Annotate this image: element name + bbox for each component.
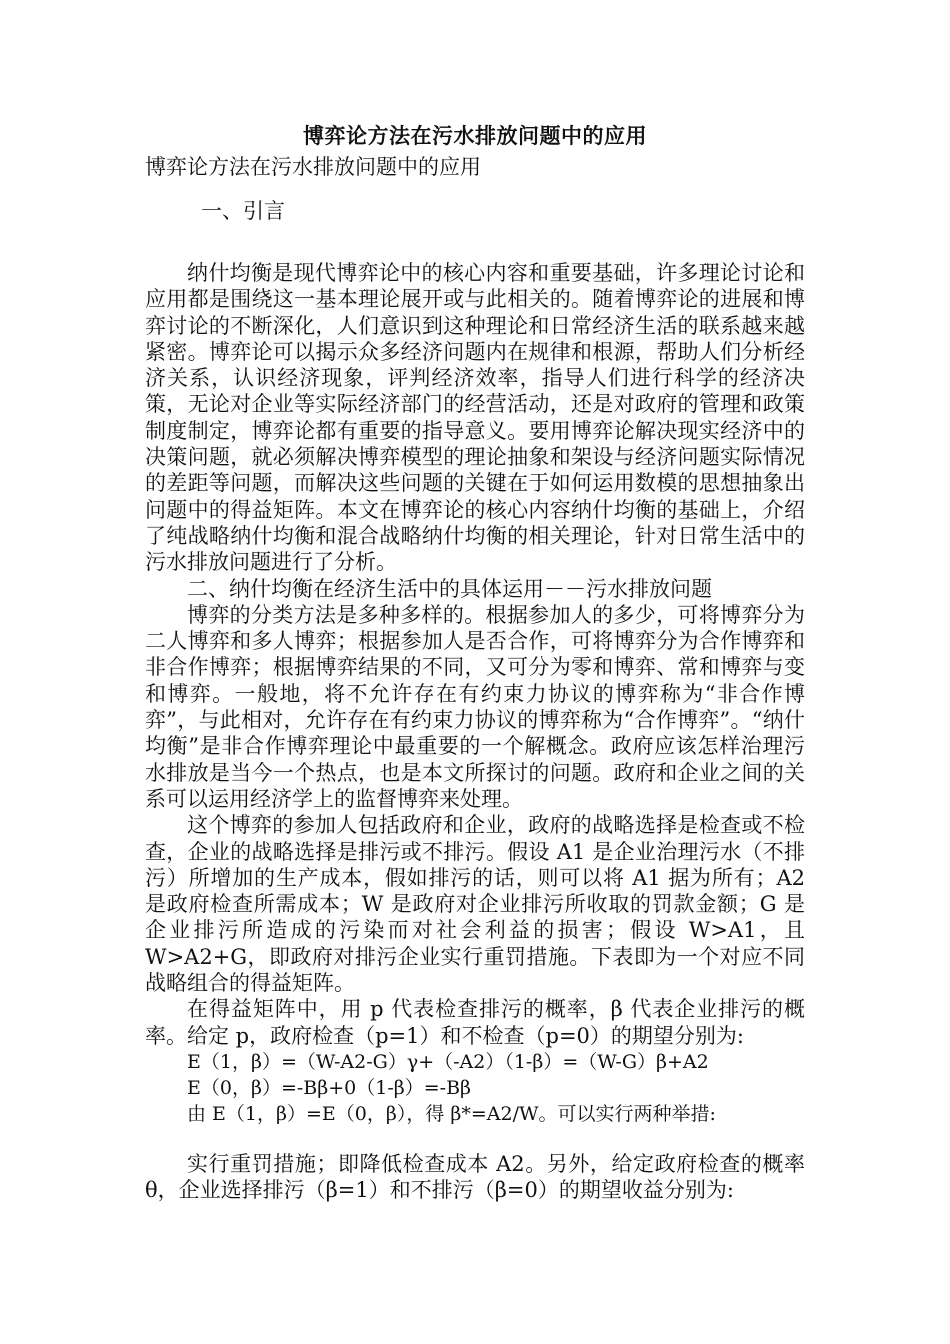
spacer (145, 1127, 805, 1151)
paragraph-game-classification: 博弈的分类方法是多种多样的。根据参加人的多少，可将博弈分为二人博弈和多人博弈；根据参加人是否合作，可将博弈分为合作博弈和非合作博弈；根据博弈结果的不同，又可分为零和博弈、常和博弈与变和博弈。一般地，将不允许存在有约束力协议的博弈称为“非合作博弈”，与此相对，允许存在有约束力协议的博弈称为“合作博弈”。“纳什均衡”是非合作博弈理论中最重要的一个解概念。政府应该怎样治理污水排放是当今一个热点，也是本文所探讨的问题。政府和企业之间的关系可以运用经济学上的监督博弈来处理。 (145, 602, 805, 811)
section-heading-application: 二、纳什均衡在经济生活中的具体运用－－污水排放问题 (187, 576, 712, 601)
paragraph-measures: 实行重罚措施；即降低检查成本 A2。另外，给定政府检查的概率 θ，企业选择排污（β=1）和不排污（β=0）的期望收益分别为: (145, 1151, 805, 1203)
paragraph-game-participants: 这个博弈的参加人包括政府和企业，政府的战略选择是检查或不检查，企业的战略选择是排污或不排污。假设 A1 是企业治理污水（不排污）所增加的生产成本，假如排污的话，则可以将 A1 据为所有；A2 是政府检查所需成本；W 是政府对企业排污所收取的罚款金额；G 是企业排污所造成的污染而对社会利益的损害；假设 W>A1，且 W>A2+G，即政府对排污企业实行重罚措施。下表即为一个对应不同战略组合的得益矩阵。 (145, 813, 805, 996)
document-title: 博弈论方法在污水排放问题中的应用 (303, 123, 647, 148)
formula-inspect: E（1，β）=（W-A2-G）γ+（-A2）（1-β）=（W-G）β+A2 (187, 1050, 709, 1073)
document-page (145, 120, 805, 1204)
formula-equilibrium: 由 E（1，β）=E（0，β），得 β*=A2/W。可以实行两种举措: (187, 1102, 716, 1125)
formula-no-inspect: E（0，β）=-Bβ+0（1-β）=-Bβ (187, 1076, 472, 1099)
paragraph-intro: 纳什均衡是现代博弈论中的核心内容和重要基础，许多理论讨论和应用都是围绕这一基本理论展开或与此相关的。随着博弈论的进展和博弈讨论的不断深化，人们意识到这种理论和日常经济生活的联系越来越紧密。博弈论可以揭示众多经济问题内在规律和根源，帮助人们分析经济关系，认识经济现象，评判经济效率，指导人们进行科学的经济决策，无论对企业等实际经济部门的经营活动，还是对政府的管理和政策制度制定，博弈论都有重要的指导意义。要用博弈论解决现实经济中的决策问题，就必须解决博弈模型的理论抽象和架设与经济问题实际情况的差距等问题，而解决这些问题的关键在于如何运用数模的思想抽象出问题中的得益矩阵。本文在博弈论的核心内容纳什均衡的基础上，介绍了纯战略纳什均衡和混合战略纳什均衡的相关理论，针对日常生活中的污水排放问题进行了分析。 (145, 261, 805, 575)
section-heading-intro: 一、引言 (201, 199, 285, 223)
document-subtitle: 博弈论方法在污水排放问题中的应用 (145, 155, 481, 179)
paragraph-payoff-matrix: 在得益矩阵中，用 p 代表检查排污的概率，β 代表企业排污的概率。给定 p，政府检查（p=1）和不检查（p=0）的期望分别为: (145, 997, 805, 1048)
